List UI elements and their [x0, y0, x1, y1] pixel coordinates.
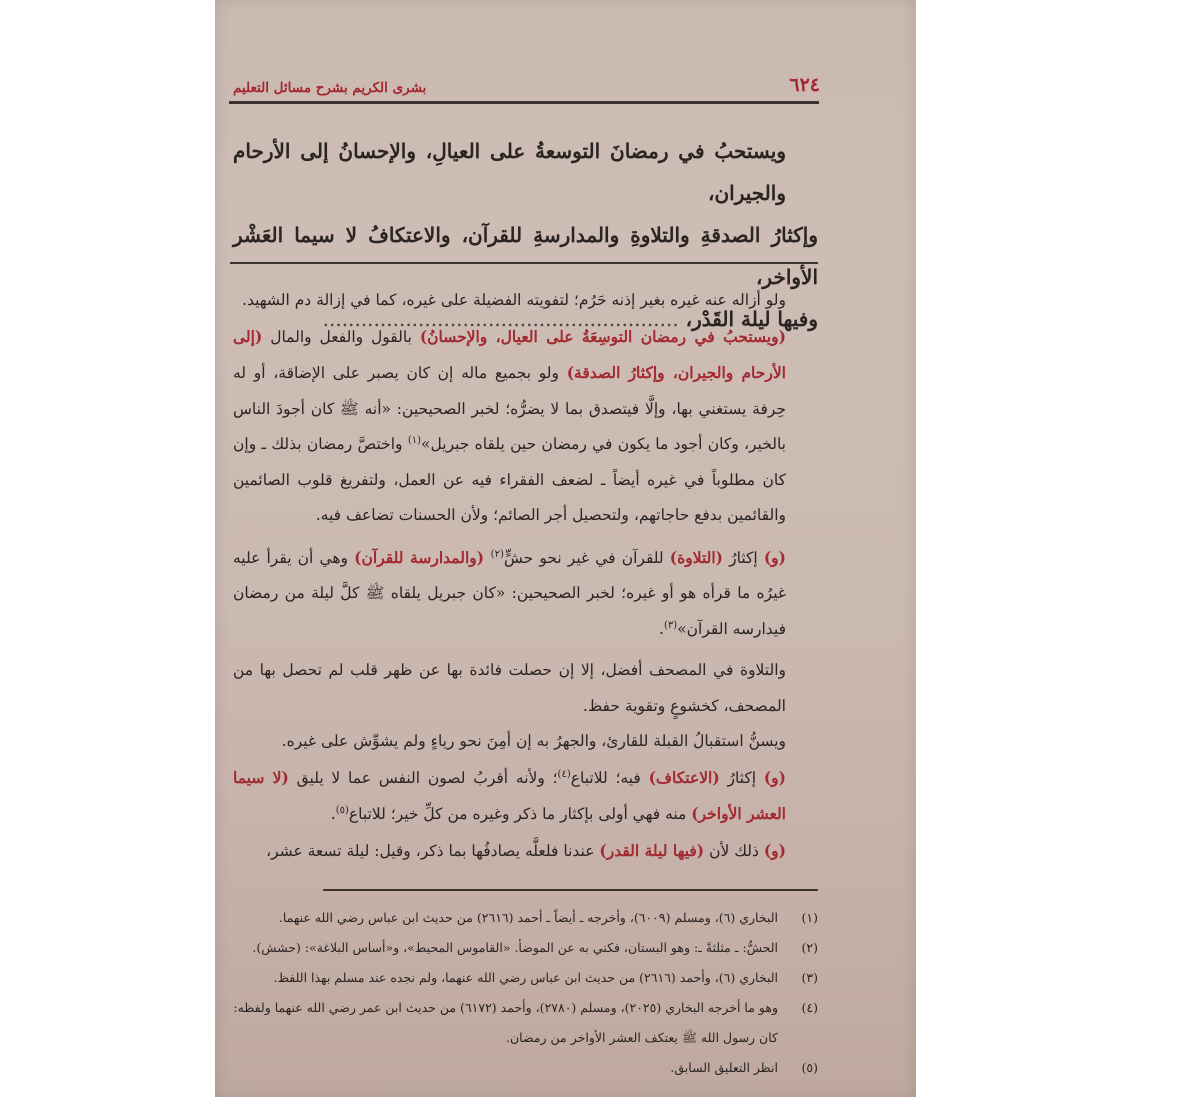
commentary-text: .	[330, 805, 336, 823]
matn-line-text: وفيها ليلة القَدْر،	[685, 307, 818, 331]
footnote-continuation: كان رسول الله ﷺ يعتكف العشر الأواخر من رمضان.	[506, 1030, 778, 1045]
commentary-paragraph: والتلاوة في المصحف أفضل، إلا إن حصلت فائدة بها عن ظهر قلب لم تحصل بها من المصحف، كخشوعٍ وتقوية حفظ.	[233, 661, 786, 715]
commentary-block	[233, 283, 818, 869]
footnote-ref[interactable]: (١)	[407, 434, 422, 446]
commentary-paragraph	[233, 760, 818, 833]
commentary-paragraph	[233, 833, 818, 870]
footnote-number: (٤)	[801, 1000, 818, 1015]
matn-quote: (و)	[763, 767, 786, 787]
commentary-text: إكثارُ	[719, 768, 764, 787]
matn-quote: (والمدارسة للقرآن)	[354, 547, 491, 567]
footnote-ref[interactable]: (٢)	[490, 548, 504, 560]
footnote-number: (٣)	[801, 970, 818, 985]
footnote-ref[interactable]: (٥)	[335, 804, 349, 816]
footnote-item	[233, 993, 818, 1023]
matn-line: ويستحبُ في رمضانَ التوسعةُ على العيالِ، والإحسانُ إلى الأرحام والجيران،	[233, 139, 786, 205]
commentary-text: ولو بجميع ماله إن كان يصبر على الإضاقة، أو له حِرفة يستغني بها، وإلَّا فيتصدق بما لا يضرُّه؛ لخبر الصحيحين: «أنه ﷺ كان أجودَ الناس بالخير، وكان أجود ما يكون في رمضان حين يلقاه جبريل»	[233, 364, 786, 453]
footnote-text: الحشُّ: ـ مثلثةً ـ: وهو البستان، فكني به عن الموضأ. «القاموس المحيط»، و«أساس البلاغة»: (حشش).	[252, 940, 778, 955]
footnotes-block	[233, 903, 818, 1083]
footnote-ref[interactable]: (٣)	[663, 619, 678, 631]
matn-quote: (ويستحبُ في رمضان التوسِعَةُ على العيال، والإحسانُ)	[419, 326, 787, 346]
matn-quote: (لا سيما العشر الأواخر)	[233, 767, 786, 823]
commentary-text: إكثارُ	[723, 548, 764, 567]
matn-line: وإكثارُ الصدقةِ والتلاوةِ والمدارسةِ للقرآن، والاعتكافُ لا سيما العَشْر الأواخر،	[233, 223, 818, 289]
footnote-number: (٢)	[801, 940, 818, 955]
commentary-text: فيه؛ للاتباع	[570, 768, 649, 787]
commentary-text: وهي أن يقرأ عليه غيرُه ما قرأه هو أو غيره؛ لخبر الصحيحين: «كان جبريل يلقاه ﷺ كلَّ ليلة من رمضان فيدارسه القرآن»	[233, 548, 786, 638]
footnote-text: انظر التعليق السابق.	[670, 1060, 778, 1075]
footnote-number: (١)	[801, 910, 818, 925]
matn-quote: (الاعتكاف)	[648, 767, 720, 787]
footnote-item	[233, 963, 818, 993]
footnote-item	[233, 1053, 818, 1083]
footnote-ref[interactable]: (٤)	[557, 768, 571, 780]
page-number: ٦٢٤	[789, 74, 820, 96]
commentary-text: للقرآن في غير نحو حشٍّ	[503, 548, 670, 567]
commentary-text: واختصَّ رمضان بذلك ـ وإن كان مطلوباً في غيره أيضاً ـ لضعف الفقراء فيه عن العمل، ولتفريغ قلوب الصائمين والقائمين بدفع حاجاتهم، ولتحصيل أجر الصائم؛ ولأن الحسنات تضاعف فيه.	[233, 435, 786, 524]
commentary-text: ؛ ولأنه أقربُ لصون النفس عما لا يليق	[288, 768, 558, 787]
dotted-leader: ........................................................	[322, 307, 679, 331]
page-header	[233, 70, 820, 96]
footnote-item	[233, 933, 818, 963]
footnote-item	[233, 903, 818, 933]
commentary-paragraph	[233, 540, 818, 648]
commentary-paragraph: ولو أزاله عنه غيره بغير إذنه حَرُم؛ لتفويته الفضيلة على غيره، كما في إزالة دم الشهيد.	[242, 291, 786, 309]
matn-quote: (و)	[763, 840, 786, 860]
running-title: بشرى الكريم بشرح مسائل التعليم	[233, 80, 427, 96]
book-page	[215, 0, 916, 1097]
commentary-text: ذلك لأن	[704, 841, 764, 860]
footnote-text: البخاري (٦)، وأحمد (٢٦١٦) من حديث ابن عباس رضي الله عنهما، ولم نجده عند مسلم بهذا اللفظ.	[273, 970, 778, 985]
header-rule	[229, 101, 819, 104]
commentary-text: بالقول والفعل والمال	[262, 327, 420, 346]
footnote-text: وهو ما أخرجه البخاري (٢٠٢٥)، ومسلم (٢٧٨٠)، وأحمد (٦١٧٢) من حديث ابن عمر رضي الله عنهما ولفظه:	[233, 1000, 778, 1015]
matn-separator-rule	[230, 262, 818, 264]
matn-quote: (فيها ليلة القدر)	[599, 840, 705, 860]
footnote-separator-rule	[323, 889, 818, 891]
commentary-paragraph	[233, 319, 818, 534]
commentary-text: عندنا فلعلَّه يصادفُها بما ذكر، وقيل: ليلة تسعة عشر،	[266, 841, 600, 860]
footnote-number: (٥)	[801, 1060, 818, 1075]
commentary-text: منه فهي أولى بإكثار ما ذكر وغيره من كلِّ خير؛ للاتباع	[348, 805, 692, 823]
matn-quote: (إلى الأرحام والجيران، وإكثارُ الصدقة)	[233, 326, 786, 382]
footnote-text: البخاري (٦)، ومسلم (٦٠٠٩)، وأخرجه ـ أيضاً ـ أحمد (٢٦١٦) من حديث ابن عباس رضي الله عنهما.	[278, 910, 778, 925]
commentary-paragraph: ويسنُّ استقبالُ القبلة للقارئ، والجهرُ به إن أمِنَ نحو رياءٍ ولم يشوِّش على غيره.	[281, 732, 786, 750]
matn-quote: (و)	[763, 547, 786, 567]
commentary-text: .	[659, 619, 664, 638]
matn-quote: (التلاوة)	[669, 547, 724, 567]
